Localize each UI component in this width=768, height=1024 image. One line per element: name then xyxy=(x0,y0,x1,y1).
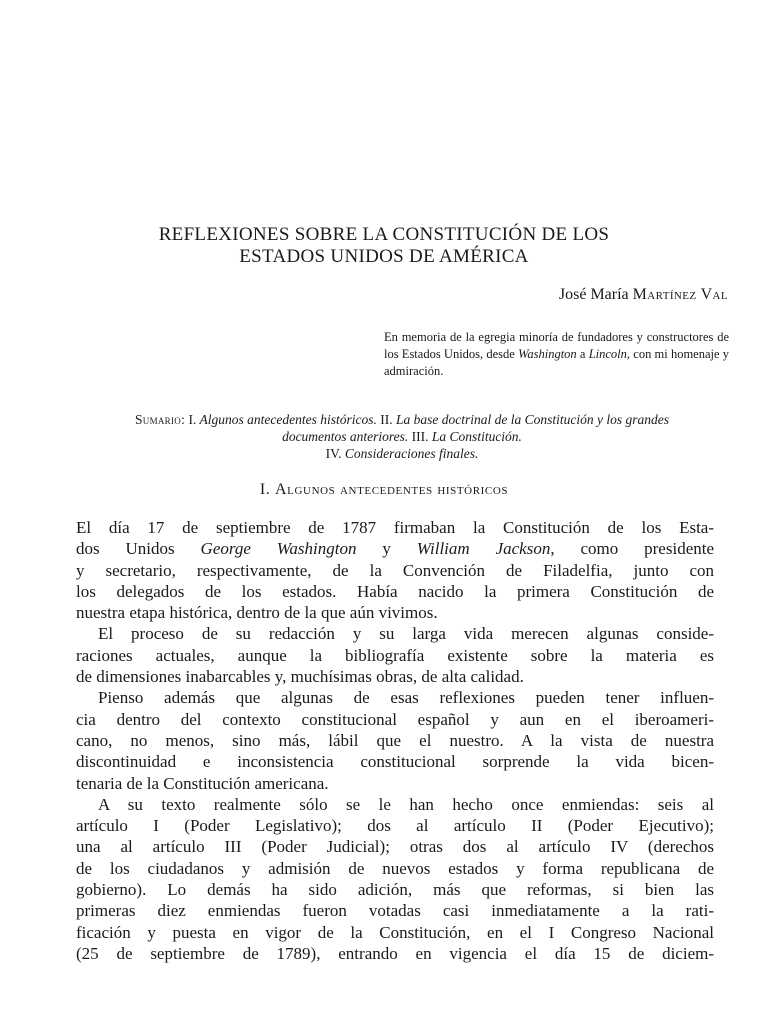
section-number: I. xyxy=(259,481,271,498)
body-line: El proceso de su redacción y su larga vida merecen algunas conside- xyxy=(98,624,714,644)
body-line: cano, no menos, sino más, lábil que el nuestro. A la vista de nuestra xyxy=(76,730,714,750)
dedication xyxy=(384,329,729,380)
body-line: y secretario, respectivamente, de la Convención de Filadelfia, junto con xyxy=(76,560,714,580)
dedication-name-1: Washington xyxy=(518,347,577,361)
body-line: de los ciudadanos y admisión de nuevos estados y forma republicana de xyxy=(76,858,714,878)
summary-num-4: IV. xyxy=(325,446,342,461)
body-line: discontinuidad e inconsistencia constitucional sorprende la vida bicen- xyxy=(76,752,714,772)
author-surname: Martínez Val xyxy=(632,286,728,303)
body-line: una al artículo III (Poder Judicial); otras dos al artículo IV (derechos xyxy=(76,837,714,857)
body-line: nuestra etapa histórica, dentro de la que aún vivimos. xyxy=(76,603,438,623)
body-line: (25 de septiembre de 1789), entrando en vigencia el día 15 de diciem- xyxy=(76,943,714,963)
dedication-text-1: En memoria de la egregia minoría de fundadores y constructores de los Estados Unidos, desde xyxy=(384,330,729,361)
body-line: El día 17 de septiembre de 1787 firmaban la Constitución de los Esta- xyxy=(76,518,714,537)
article-title xyxy=(0,224,768,268)
section-heading xyxy=(0,481,768,499)
summary-item-3: La Constitución. xyxy=(431,429,522,444)
summary-num-2: II. xyxy=(380,412,393,427)
person-name: George Washington xyxy=(200,539,357,559)
body-line: primeras diez enmiendas fueron votadas casi inmediatamente a la rati- xyxy=(76,901,714,921)
summary-num-3: III. xyxy=(411,429,429,444)
author-name xyxy=(559,286,728,304)
section-title: Algunos antecedentes históricos xyxy=(275,481,509,498)
summary xyxy=(128,411,676,462)
body-line: cia dentro del contexto constitucional español y aun en el iberoameri- xyxy=(76,709,714,729)
body-line: ficación y puesta en vigor de la Constitución, en el I Congreso Nacional xyxy=(76,922,714,942)
dedication-name-2: Lincoln, xyxy=(588,347,631,361)
summary-label: Sumario: xyxy=(134,412,186,427)
body-line: Pienso además que algunas de esas reflexiones pueden tener influen- xyxy=(98,688,714,708)
author-given-name: José María xyxy=(558,286,629,303)
body-line: de dimensiones inabarcables y, muchísimas obras, de alta calidad. xyxy=(76,667,524,687)
body-line: A su texto realmente sólo se le han hecho once enmiendas: seis al xyxy=(98,794,714,814)
summary-item-1: Algunos antecedentes históricos. xyxy=(199,412,377,427)
summary-item-2: La base doctrinal de la Constitución y los grandes documentos anteriores. xyxy=(282,412,670,444)
body-line: raciones actuales, aunque la bibliografía existente sobre la materia es xyxy=(76,645,714,665)
summary-num-1: I. xyxy=(188,412,197,427)
title-line-1: REFLEXIONES SOBRE LA CONSTITUCIÓN DE LOS xyxy=(158,224,610,245)
body-line: dos Unidos George Washington y William Jackson, como presidente xyxy=(76,539,715,559)
body-line: los delegados de los estados. Había nacido la primera Constitución de xyxy=(76,581,714,601)
person-name: William Jackson xyxy=(416,539,551,559)
body-text xyxy=(76,517,714,964)
body-line: tenaria de la Constitución americana. xyxy=(76,773,329,793)
body-line: gobierno). Lo demás ha sido adición, más que reformas, si bien las xyxy=(76,880,714,900)
body-line: artículo I (Poder Legislativo); dos al artículo II (Poder Ejecutivo); xyxy=(76,816,714,836)
title-line-2: ESTADOS UNIDOS DE AMÉRICA xyxy=(239,246,529,267)
dedication-text-2: a xyxy=(579,347,586,361)
summary-item-4: Consideraciones finales. xyxy=(344,446,479,461)
dedication-text-3: con mi homenaje y admiración. xyxy=(384,347,730,378)
